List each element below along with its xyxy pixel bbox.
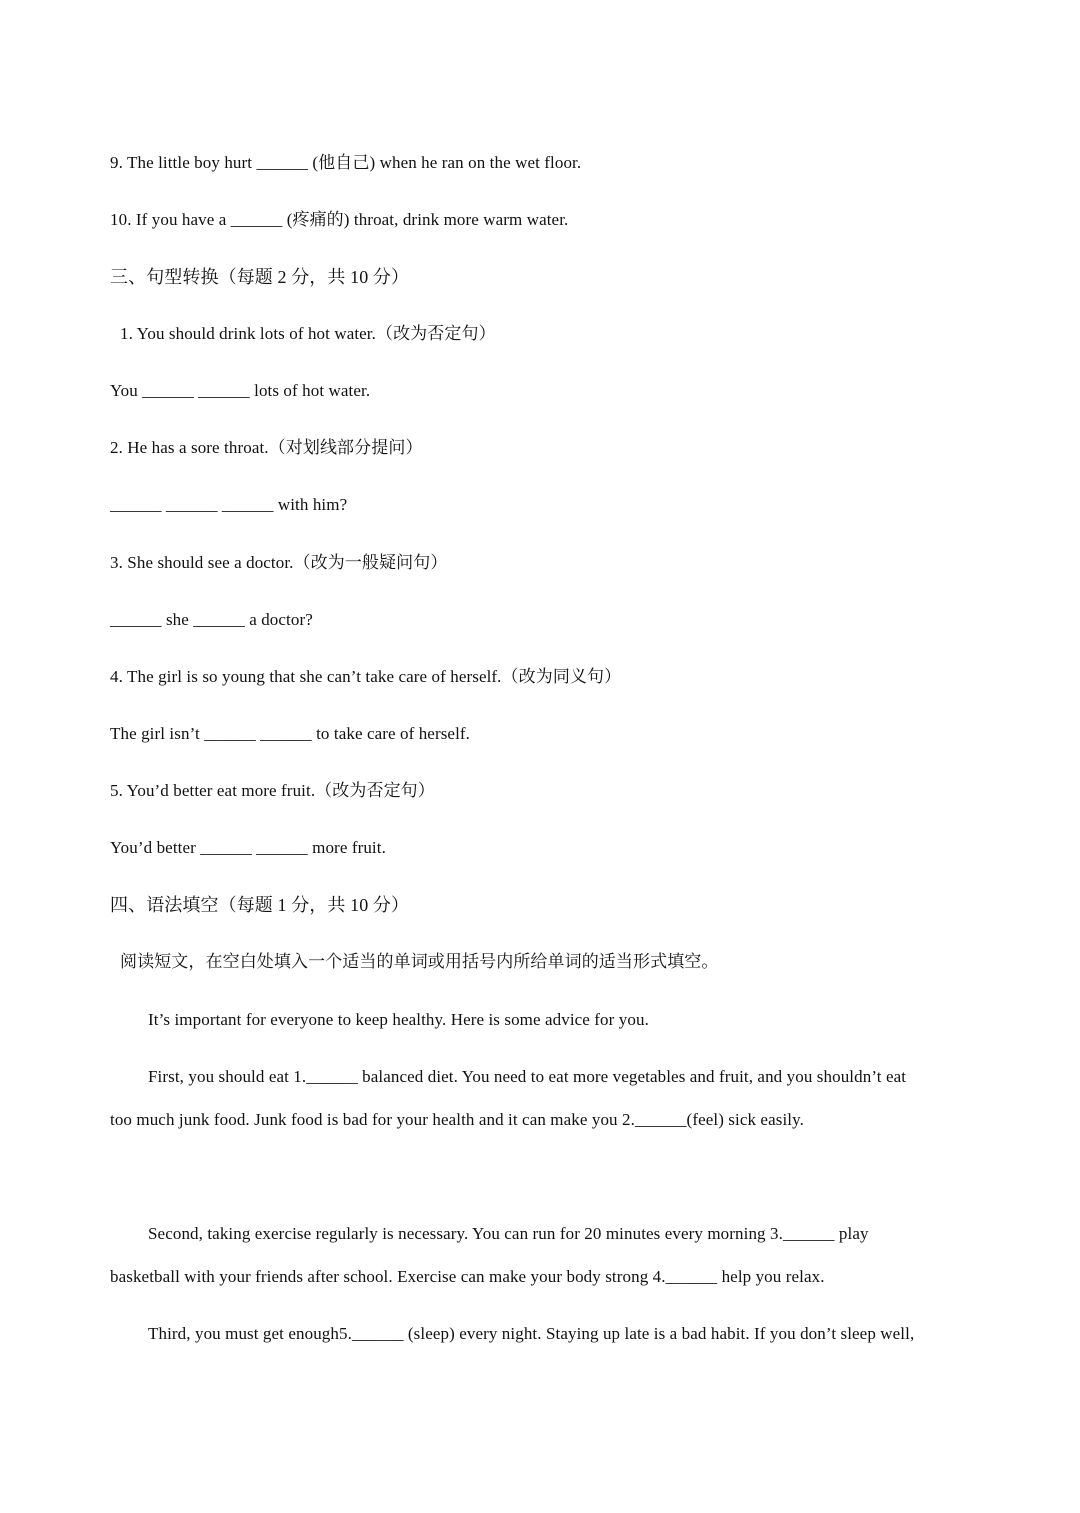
passage-paragraph-3-line-1: Second, taking exercise regularly is necessary. You can run for 20 minutes every morning 3.______ play <box>148 1224 869 1243</box>
transform-1-prompt: 1. You should drink lots of hot water.（改为否定句） <box>120 324 496 343</box>
section-4-instruction: 阅读短文，在空白处填入一个适当的单词或用括号内所给单词的适当形式填空。 <box>120 952 719 971</box>
transform-3-answer: ______ she ______ a doctor? <box>110 610 313 629</box>
transform-1-answer: You ______ ______ lots of hot water. <box>110 381 371 400</box>
transform-2-answer: ______ ______ ______ with him? <box>110 495 348 514</box>
transform-5-prompt: 5. You’d better eat more fruit.（改为否定句） <box>110 781 435 800</box>
transform-5-answer: You’d better ______ ______ more fruit. <box>110 838 386 857</box>
passage-paragraph-3-line-2: basketball with your friends after school. Exercise can make your body strong 4.______ help you relax. <box>110 1267 825 1286</box>
transform-3-prompt: 3. She should see a doctor.（改为一般疑问句） <box>110 553 448 572</box>
question-9: 9. The little boy hurt ______ (他自己) when he ran on the wet floor. <box>110 153 582 172</box>
section-3-heading: 三、句型转换（每题 2 分，共 10 分） <box>110 267 410 287</box>
passage-paragraph-4-line-1: Third, you must get enough5.______ (sleep) every night. Staying up late is a bad habit. If you don’t sleep well, <box>148 1324 915 1343</box>
passage-paragraph-2-line-2: too much junk food. Junk food is bad for your health and it can make you 2.______(feel) sick easily. <box>110 1110 804 1129</box>
passage-paragraph-2-line-1: First, you should eat 1.______ balanced diet. You need to eat more vegetables and fruit, and you shouldn’t eat <box>148 1067 907 1086</box>
transform-4-answer: The girl isn’t ______ ______ to take care of herself. <box>110 724 471 743</box>
transform-2-prompt: 2. He has a sore throat.（对划线部分提问） <box>110 438 423 457</box>
transform-4-prompt: 4. The girl is so young that she can’t take care of herself.（改为同义句） <box>110 667 622 686</box>
section-4-heading: 四、语法填空（每题 1 分，共 10 分） <box>110 895 410 915</box>
question-10: 10. If you have a ______ (疼痛的) throat, drink more warm water. <box>110 210 569 229</box>
passage-paragraph-1: It’s important for everyone to keep healthy. Here is some advice for you. <box>148 1010 649 1029</box>
